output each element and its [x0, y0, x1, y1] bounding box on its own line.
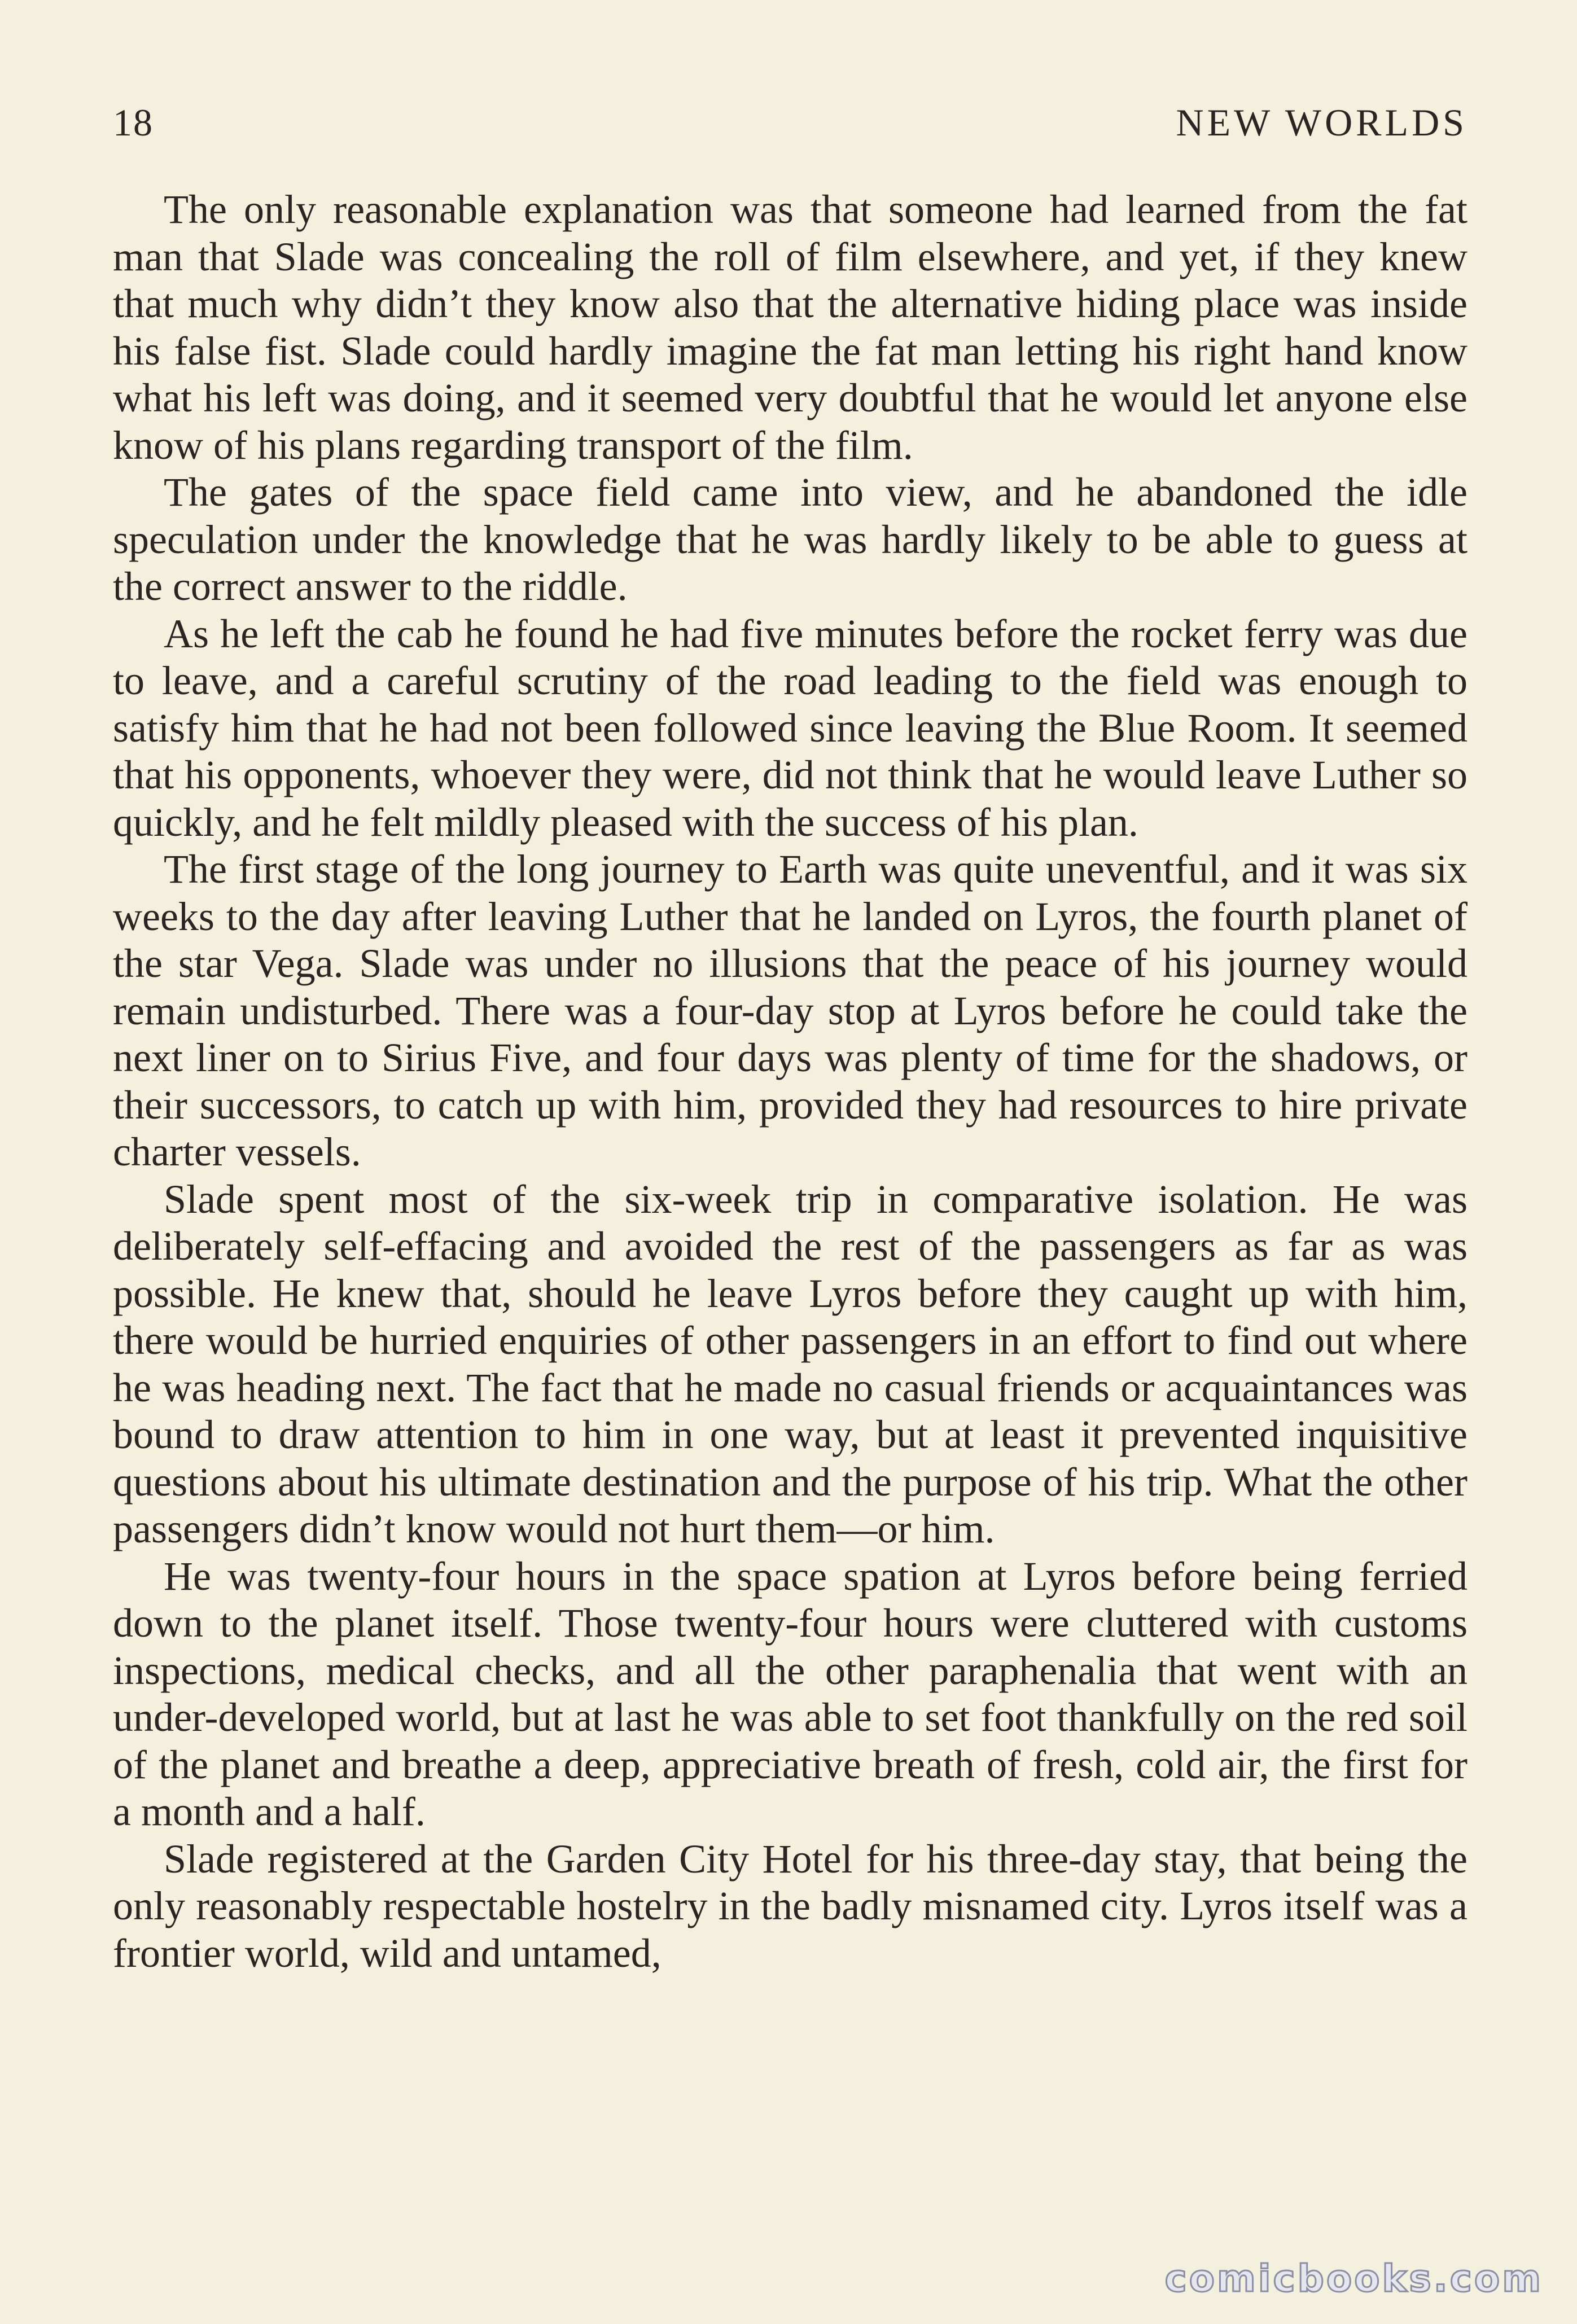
running-head: NEW WORLDS	[1176, 101, 1468, 144]
paragraph: As he left the cab he found he had five minutes before the rocket ferry was due to leave, and a careful scrutiny of the road leading to the field was enough to satisfy him that he had not been followed since leaving the Blue Room. It seemed that his opponents, whoever they were, did not think that he would leave Luther so quickly, and he felt mildly pleased with the success of his plan.	[113, 611, 1468, 845]
paragraph: He was twenty-four hours in the space spation at Lyros before being ferried down to the planet itself. Those twenty-four hours were cluttered with customs inspections, medical checks, and all the other paraphenalia that went with an under-developed world, but at last he was able to set foot thankfully on the red soil of the planet and breathe a deep, appreciative breath of fresh, cold air, the first for a month and a half.	[113, 1553, 1468, 1834]
paragraph: The first stage of the long journey to Earth was quite uneventful, and it was six weeks to the day after leaving Luther that he landed on Lyros, the fourth planet of the star Vega. Slade was under no illusions that the peace of his journey would remain undisturbed. There was a four-day stop at Lyros before he could take the next liner on to Sirius Five, and four days was plenty of time for the shadows, or their successors, to catch up with him, provided they had resources to hire private charter vessels.	[113, 847, 1468, 1174]
body-text	[113, 186, 1468, 1977]
paragraph: The gates of the space field came into view, and he abandoned the idle speculation under the knowledge that he was hardly likely to be able to guess at the correct answer to the riddle.	[113, 470, 1468, 609]
page-number: 18	[113, 101, 154, 144]
page-header	[113, 100, 1468, 151]
paragraph: The only reasonable explanation was that someone had learned from the fat man that Slade was concealing the roll of film elsewhere, and yet, if they knew that much why didn’t they know also that the alternative hiding place was inside his false fist. Slade could hardly imagine the fat man letting his right hand know what his left was doing, and it seemed very doubtful that he would let anyone else know of his plans regarding transport of the film.	[113, 187, 1468, 468]
paragraph: Slade registered at the Garden City Hotel for his three-day stay, that being the only reasonably respectable hostelry in the badly misnamed city. Lyros itself was a frontier world, wild and untamed,	[113, 1836, 1468, 1976]
paragraph: Slade spent most of the six-week trip in comparative isolation. He was deliberately self-effacing and avoided the rest of the passengers as far as was possible. He knew that, should he leave Lyros before they caught up with him, there would be hurried enquiries of other passengers in an effort to find out where he was heading next. The fact that he made no casual friends or acquaintances was bound to draw attention to him in one way, but at least it prevented inquisitive questions about his ultimate destination and the purpose of his trip. What the other passengers didn’t know would not hurt them—or him.	[113, 1176, 1468, 1551]
watermark: comicbooks.com	[1164, 2257, 1543, 2300]
